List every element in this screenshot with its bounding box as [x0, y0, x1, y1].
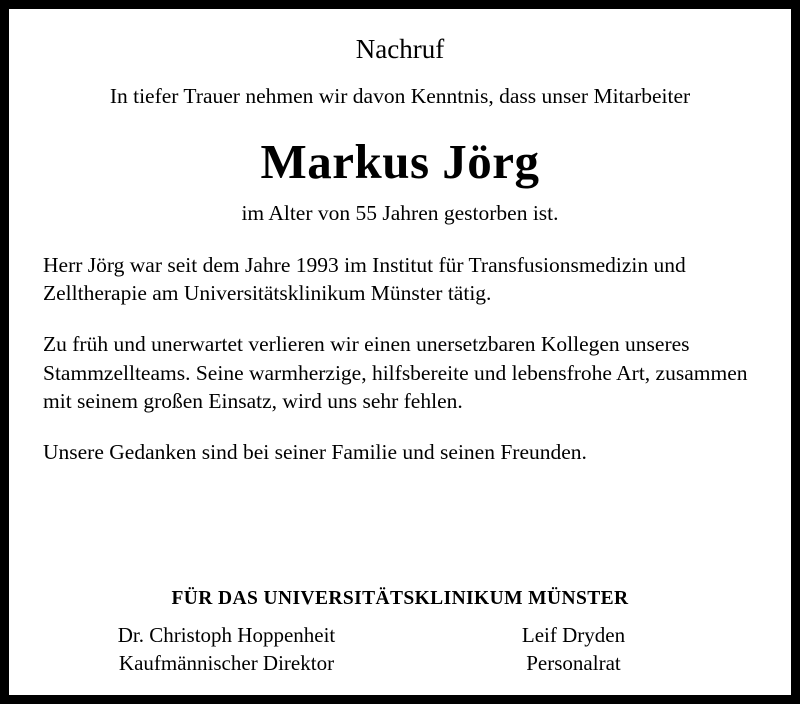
signature-block — [43, 582, 757, 681]
age-statement: im Alter von 55 Jahren gestorben ist. — [241, 200, 559, 225]
signer-1-name: Dr. Christoph Hoppenheit — [117, 623, 336, 648]
body-paragraph-1: Herr Jörg war seit dem Jahre 1993 im Institut für Transfusionsmedizin und Zelltherapie am Universitätsklinikum Münster tätig. — [43, 252, 686, 306]
signer-2 — [400, 622, 747, 677]
page-title: Nachruf — [355, 34, 445, 64]
signers-row — [43, 622, 757, 681]
organisation-line: FÜR DAS UNIVERSITÄTSKLINIKUM MÜNSTER — [171, 588, 629, 610]
deceased-name: Markus Jörg — [260, 133, 540, 189]
body-paragraph-3: Unsere Gedanken sind bei seiner Familie und seinen Freunden. — [43, 439, 587, 464]
body-paragraph-2: Zu früh und unerwartet verlieren wir einen unersetzbaren Kollegen unseres Stammzellteams. Seine warmherzige, hilfsbereite und lebensfrohe Art, zusammen mit seinem großen Einsatz, wird uns sehr fehlen. — [43, 331, 748, 414]
intro-text: In tiefer Trauer nehmen wir davon Kenntnis, dass unser Mitarbeiter — [109, 83, 691, 108]
signer-1-role: Kaufmännischer Direktor — [118, 650, 335, 675]
signer-2-name: Leif Dryden — [521, 623, 626, 648]
signer-2-role: Personalrat — [526, 650, 621, 675]
obituary-card — [9, 9, 791, 695]
signer-1 — [53, 622, 400, 677]
